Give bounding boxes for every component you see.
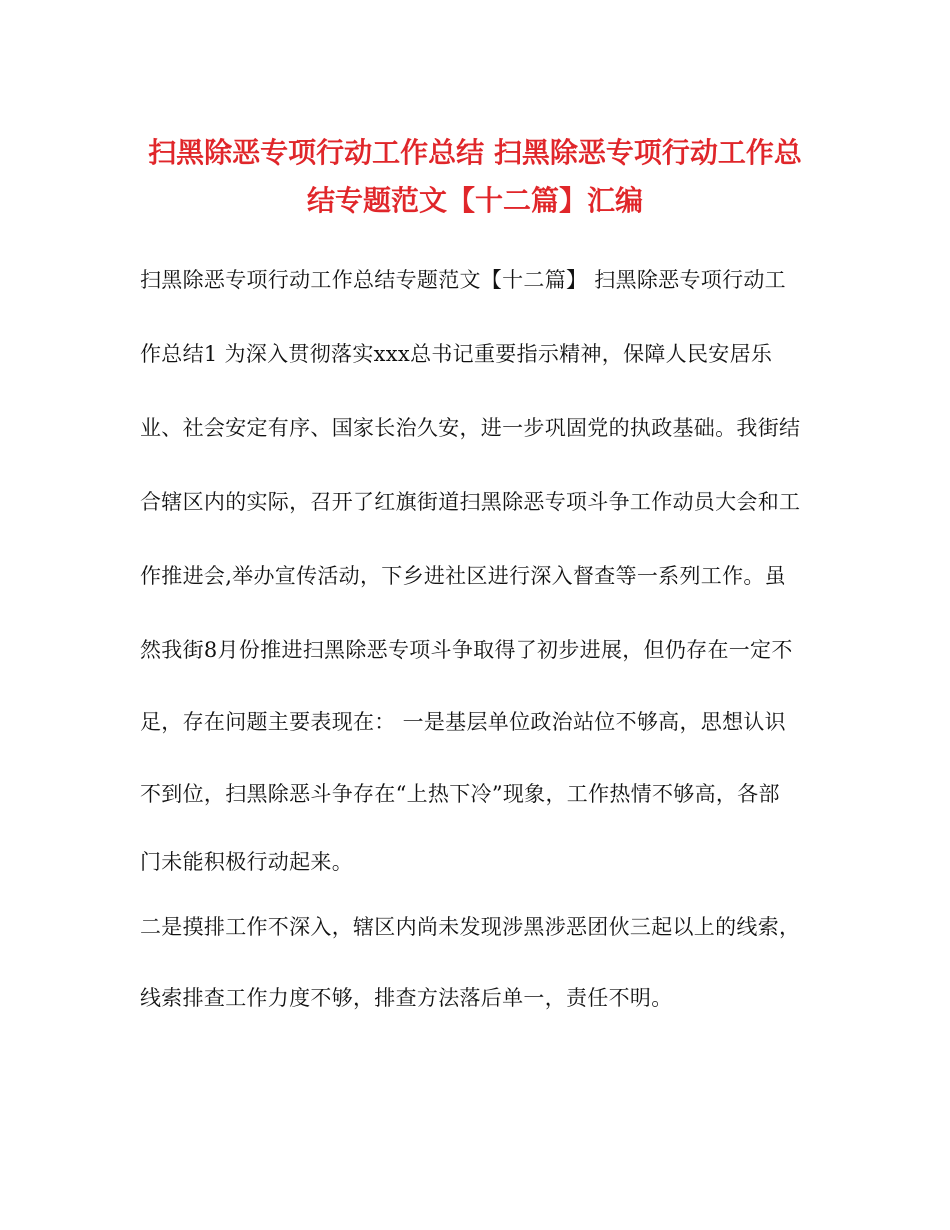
- document-title-line-1: 扫黑除恶专项行动工作总结 扫黑除恶专项行动工作总: [148, 136, 802, 169]
- paragraph-2-line-2: 线索排查工作力度不够，排查方法落后单一，责任不明。: [140, 986, 673, 1010]
- paragraph-1-line-5: 作推进会,举办宣传活动，下乡进社区进行深入督查等一系列工作。虽: [140, 564, 786, 588]
- paragraph-1-line-6: 然我街8月份推进扫黑除恶专项斗争取得了初步进展，但仍存在一定不: [140, 638, 793, 662]
- paragraph-1-line-1: 扫黑除恶专项行动工作总结专题范文【十二篇】 扫黑除恶专项行动工: [140, 268, 786, 292]
- paragraph-2-line-1: 二是摸排工作不深入，辖区内尚未发现涉黑涉恶团伙三起以上的线索，: [140, 915, 801, 939]
- paragraph-1-line-8: 不到位，扫黑除恶斗争存在“上热下冷”现象，工作热情不够高，各部: [140, 782, 780, 806]
- document-title-line-2: 结专题范文【十二篇】汇编: [306, 184, 643, 217]
- paragraph-1-line-9: 门未能积极行动起来。: [140, 850, 353, 874]
- paragraph-1-line-3: 业、社会安定有序、国家长治久安，进一步巩固党的执政基础。我街结: [140, 416, 801, 440]
- paragraph-1-line-7: 足，存在问题主要表现在： 一是基层单位政治站位不够高，思想认识: [140, 710, 786, 734]
- paragraph-1-line-4: 合辖区内的实际，召开了红旗街道扫黑除恶专项斗争工作动员大会和工: [140, 490, 801, 514]
- paragraph-1-line-2: 作总结1 为深入贯彻落实xxx总书记重要指示精神，保障人民安居乐: [140, 342, 773, 366]
